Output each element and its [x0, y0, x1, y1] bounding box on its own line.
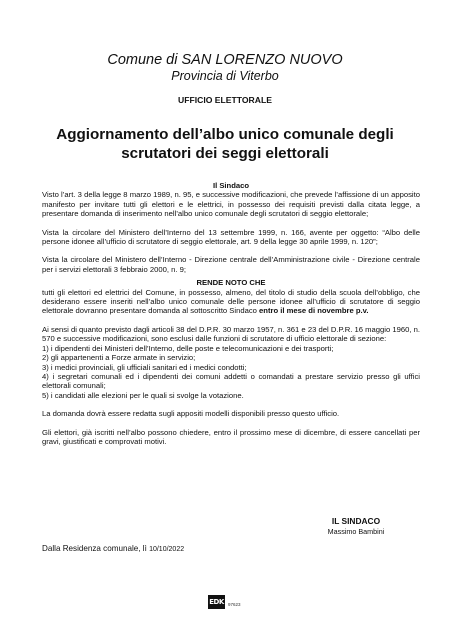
visto-paragraph-1: Visto l’art. 3 della legge 8 marzo 1989, n. 95, e successive modificazioni, che prevede l’affissione di un apposito manifesto per invitare tutti gli elettori e le elettrici, in possesso dei requisiti previsti dalla citata legge, a presentare domanda di inserimento nell’albo unico comunale degli scrutatori di seggio elettorale;: [42, 190, 420, 219]
deadline-text: entro il mese di novembre p.v.: [259, 306, 369, 316]
paragraph-modelli: La domanda dovrà essere redatta sugli appositi modelli disponibili presso questo ufficio.: [42, 409, 340, 419]
signature-block: [296, 516, 416, 537]
paragraph-domanda: [42, 288, 420, 316]
document-title: [0, 125, 450, 163]
dateline-date: 10/10/2022: [149, 546, 185, 553]
signature-title: IL SINDACO: [331, 516, 381, 526]
signature-name: Massimo Bambini: [327, 527, 385, 536]
list-item: 2) gli appartenenti a Forze armate in servizio;: [42, 353, 196, 363]
paragraph-domanda-text: tutti gli elettori ed elettrici del Comune, in possesso, almeno, del titolo di studio della scuola dell’obbligo, che desiderano essere inseriti nell’albo unico comunale delle persone idonee all’ufficio di scrutatore di seggio elettorale dovranno presentare domanda al sottoscritto Sindaco: [42, 287, 420, 316]
rende-noto-heading: RENDE NOTO CHE: [196, 278, 266, 288]
edk-logo-icon: EDK: [208, 595, 225, 609]
document-body: [42, 181, 420, 446]
visto-paragraph-2: Vista la circolare del Ministero dell’Interno del 13 settembre 1999, n. 166, avente per oggetto: “Albo delle persone idonee all’ufficio di scrutatore di seggio elettorale, art. 9 della legge 30 aprile 1999, n. 120”;: [42, 227, 420, 247]
paragraph-cancellazione: Gli elettori, già iscritti nell’albo possono chiedere, entro il prossimo mese di dicembre, di essere cancellati per gravi, giustificati e comprovati motivi.: [42, 427, 420, 446]
dateline: [42, 544, 184, 553]
comune-heading: [0, 52, 450, 68]
dateline-text: Dalla Residenza comunale, lì: [42, 544, 150, 553]
comune-prefix: Comune di: [107, 52, 182, 68]
title-line-2: scrutatori dei seggi elettorali: [121, 145, 329, 162]
title-line-1: Aggiornamento dell’albo unico comunale degli: [56, 126, 394, 143]
comune-name: SAN LORENZO NUOVO: [181, 52, 343, 68]
ufficio-heading: UFFICIO ELETTORALE: [178, 95, 272, 105]
visto-paragraph-3: Vista la circolare del Ministero dell’Interno - Direzione centrale dell’Amministrazione civile - Direzione centrale per i servizi elettorali 3 febbraio 2000, n. 9;: [42, 255, 420, 274]
paragraph-esclusi: Ai sensi di quanto previsto dagli articoli 38 del D.P.R. 30 marzo 1957, n. 361 e 23 del D.P.R. 16 maggio 1960, n. 570 e successive modificazioni, sono esclusi dalle funzioni di scrutatore di ufficio elettorale di sezione:: [42, 324, 420, 344]
provincia-heading: Provincia di Viterbo: [171, 69, 279, 83]
document-code: 97623: [228, 602, 241, 607]
list-item: 1) i dipendenti dei Ministeri dell’Interno, delle poste e telecomunicazioni e dei trasporti;: [42, 343, 334, 353]
list-item: 4) i segretari comunali ed i dipendenti dei comuni addetti o comandati a prestare servizio presso gli uffici elettorali comunali;: [42, 371, 420, 391]
sindaco-heading: Il Sindaco: [212, 181, 250, 190]
publisher-logo: [208, 595, 241, 609]
list-item: 5) i candidati alle elezioni per le quali si svolge la votazione.: [42, 390, 244, 400]
list-item: 3) i medici provinciali, gli ufficiali sanitari ed i medici condotti;: [42, 362, 247, 372]
